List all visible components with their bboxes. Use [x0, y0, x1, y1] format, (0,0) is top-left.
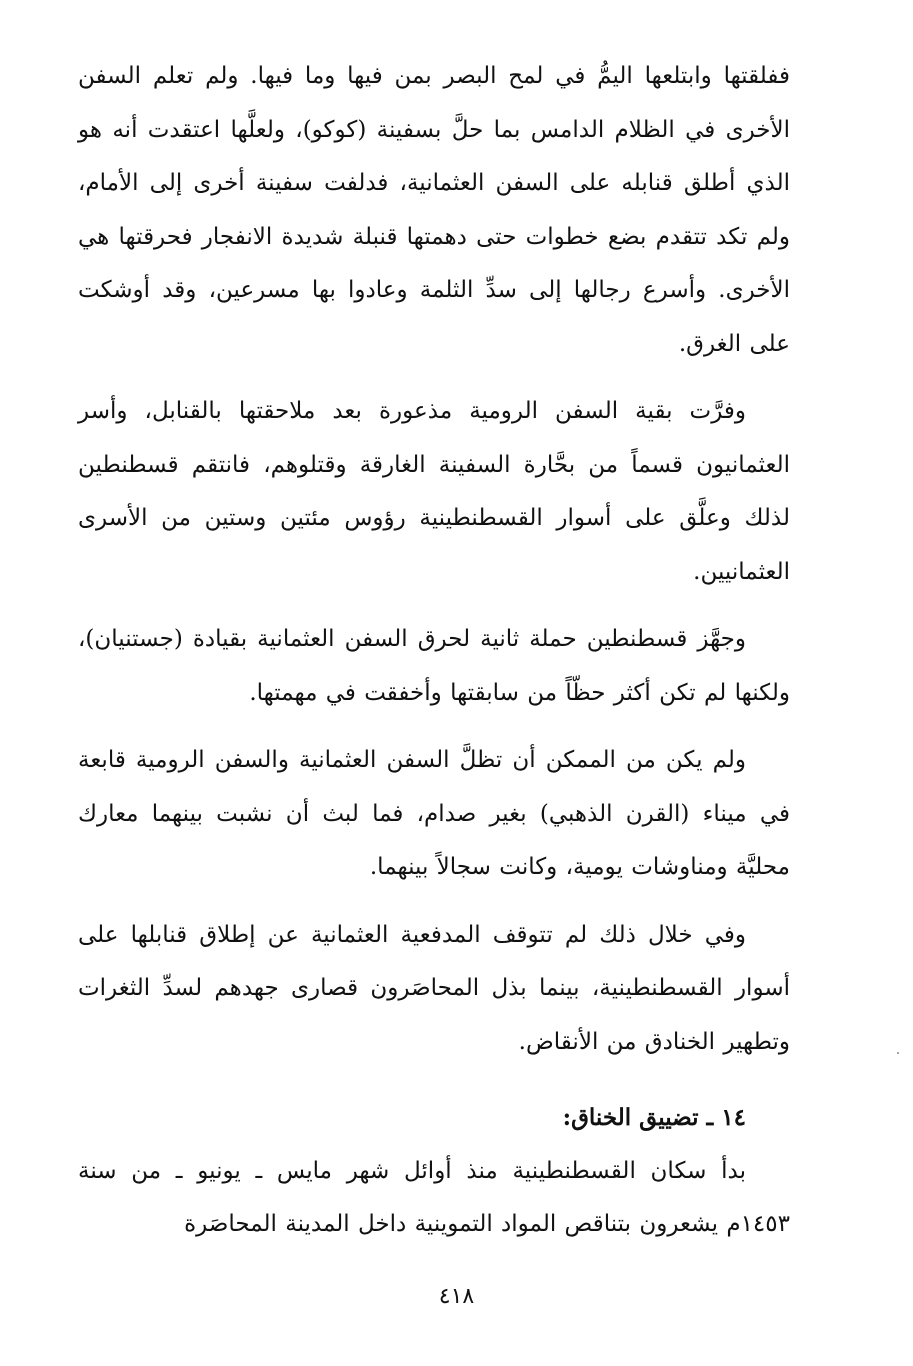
paragraph-3: وجهَّز قسطنطين حملة ثانية لحرق السفن العثمانية بقيادة (جستنيان)، ولكنها لم تكن أكثر حظّاً من سابقتها وأخفقت في مهمتها. [78, 626, 790, 706]
page-number: ٤١٨ [438, 1284, 475, 1309]
paragraph-2: وفرَّت بقية السفن الرومية مذعورة بعد ملاحقتها بالقنابل، وأسر العثمانيون قسماً من بحَّارة السفينة الغارقة وقتلوهم، فانتقم قسطنطين لذلك وعلَّق على أسوار القسطنطينية رؤوس مئتين وستين من الأسرى العثمانيين. [78, 398, 790, 585]
paragraph-6: بدأ سكان القسطنطينية منذ أوائل شهر مايس ـ يونيو ـ من سنة ١٤٥٣م يشعرون بتناقص المواد التموينية داخل المدينة المحاصَرة [78, 1157, 790, 1237]
page-body [78, 50, 790, 1252]
scan-speck [897, 1052, 899, 1054]
paragraph-5: وفي خلال ذلك لم تتوقف المدفعية العثمانية عن إطلاق قنابلها على أسوار القسطنطينية، بينما بذل المحاصَرون قصارى جهدهم لسدِّ الثغرات وتطهير الخنادق من الأنقاض. [78, 921, 790, 1055]
paragraph-1: ففلقتها وابتلعها اليمُّ في لمح البصر بمن فيها وما فيها. ولم تعلم السفن الأخرى في الظلام الدامس بما حلَّ بسفينة (كوكو)، ولعلَّها اعتقدت أنه هو الذي أطلق قنابله على السفن العثمانية، فدلفت سفينة أخرى إلى الأمام، ولم تكد تتقدم بضع خطوات حتى دهمتها قنبلة شديدة الانفجار فحرقتها هي الأخرى. وأسرع رجالها إلى سدِّ الثلمة وعادوا بها مسرعين، وقد أوشكت على الغرق. [78, 63, 790, 357]
section-heading: ١٤ ـ تضييق الخناق: [562, 1104, 746, 1131]
paragraph-4: ولم يكن من الممكن أن تظلَّ السفن العثمانية والسفن الرومية قابعة في ميناء (القرن الذهبي) بغير صدام، فما لبث أن نشبت بينهما معارك محليَّة ومناوشات يومية، وكانت سجالاً بينهما. [78, 747, 790, 880]
